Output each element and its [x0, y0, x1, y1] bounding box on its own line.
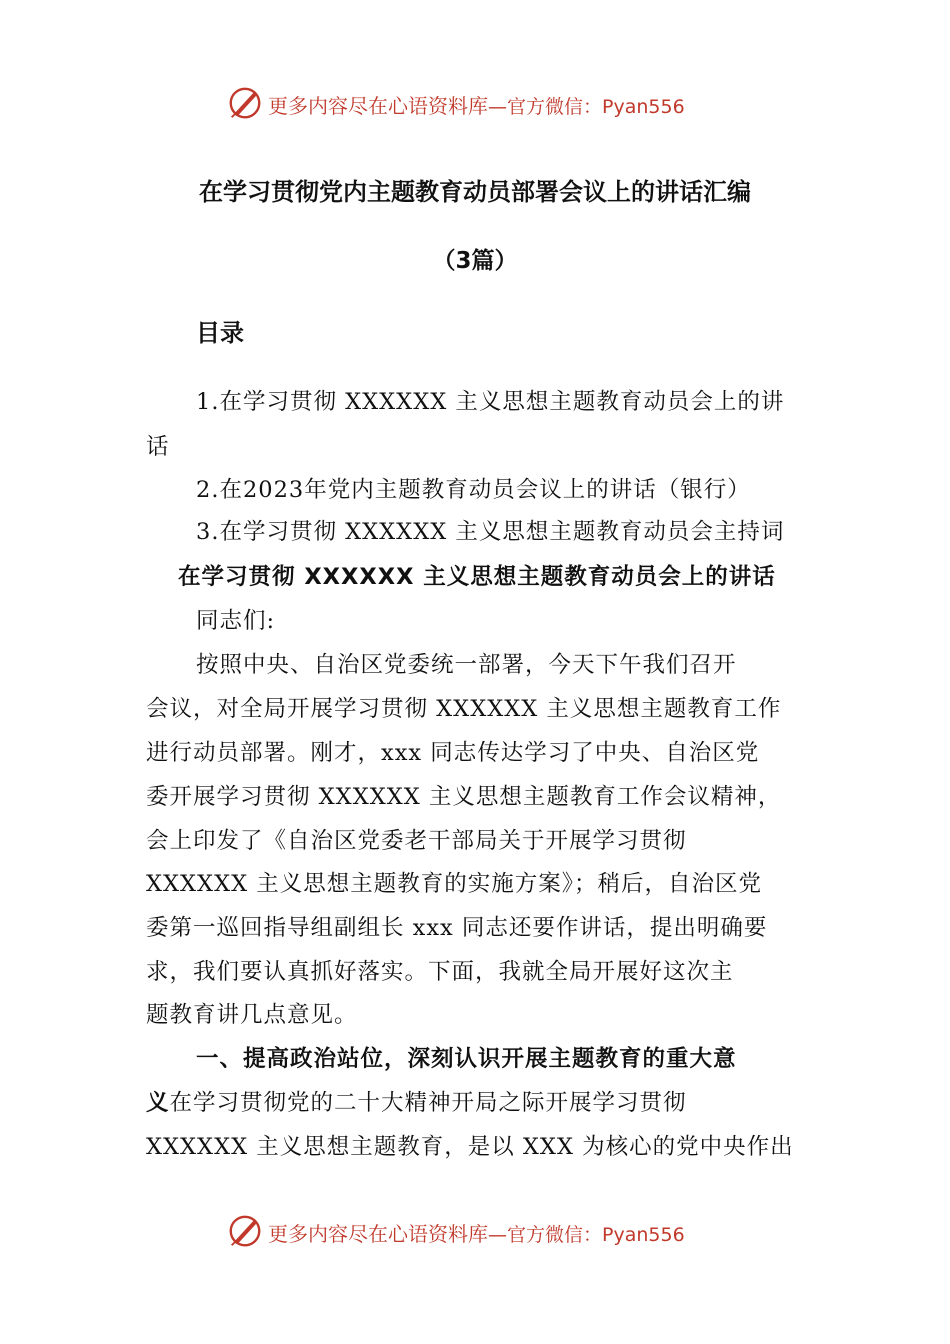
paragraph-line: 会议，对全局开展学习贯彻 XXXXXX 主义思想主题教育工作: [146, 696, 782, 722]
watermark-contact: —官方微信：Pyan556: [488, 96, 685, 118]
document-title: 在学习贯彻党内主题教育动员部署会议上的讲话汇编: [199, 178, 751, 206]
watermark-contact: —官方微信：Pyan556: [488, 1224, 685, 1246]
toc-item-3: 3.在学习贯彻 XXXXXX 主义思想主题教育动员会主持词: [196, 519, 785, 545]
watermark-banner-top: [0, 82, 950, 122]
quill-logo-icon: [226, 84, 264, 122]
speech-title: 在学习贯彻 XXXXXX 主义思想主题教育动员会上的讲话: [178, 564, 776, 590]
section1-line2: XXXXXX 主义思想主题教育，是以 XXX 为核心的党中央作出: [146, 1134, 794, 1160]
toc-item-1-line2: 话: [146, 434, 170, 460]
paragraph-line: XXXXXX 主义思想主题教育的实施方案》；稍后，自治区党: [146, 871, 763, 897]
toc-item-1-line1: 1.在学习贯彻 XXXXXX 主义思想主题教育动员会上的讲: [196, 389, 785, 415]
paragraph-line: 会上印发了《自治区党委老干部局关于开展学习贯彻: [146, 828, 687, 854]
toc-heading: 目录: [196, 319, 244, 347]
paragraph-line: 求，我们要认真抓好落实。下面，我就全局开展好这次主: [146, 959, 734, 985]
paragraph-line: 委开展学习贯彻 XXXXXX 主义思想主题教育工作会议精神，: [146, 784, 782, 810]
paragraph-line: 进行动员部署。刚才，xxx 同志传达学习了中央、自治区党: [146, 740, 760, 766]
toc-item-2: 2.在2023年党内主题教育动员会议上的讲话（银行）: [196, 477, 751, 503]
section1-heading: 一、提高政治站位，深刻认识开展主题教育的重大意: [196, 1046, 737, 1072]
document-subtitle: （3篇）: [432, 248, 518, 274]
watermark-text: [268, 90, 685, 119]
paragraph-line: 按照中央、自治区党委统一部署，今天下午我们召开: [196, 652, 737, 678]
section1-text: 在学习贯彻党的二十大精神开局之际开展学习贯彻: [169, 1090, 687, 1116]
paragraph-line: 题教育讲几点意见。: [146, 1002, 358, 1028]
section1-line1: [146, 1085, 687, 1117]
section1-heading-tail: 义: [146, 1090, 170, 1116]
watermark-text: [268, 1218, 685, 1247]
watermark-brand: 更多内容尽在心语资料库: [268, 94, 488, 118]
paragraph-line: 委第一巡回指导组副组长 xxx 同志还要作讲话，提出明确要: [146, 915, 768, 941]
watermark-brand: 更多内容尽在心语资料库: [268, 1222, 488, 1246]
quill-logo-icon: [226, 1212, 264, 1250]
watermark-banner-bottom: [0, 1210, 950, 1250]
salutation: 同志们:: [196, 608, 276, 634]
